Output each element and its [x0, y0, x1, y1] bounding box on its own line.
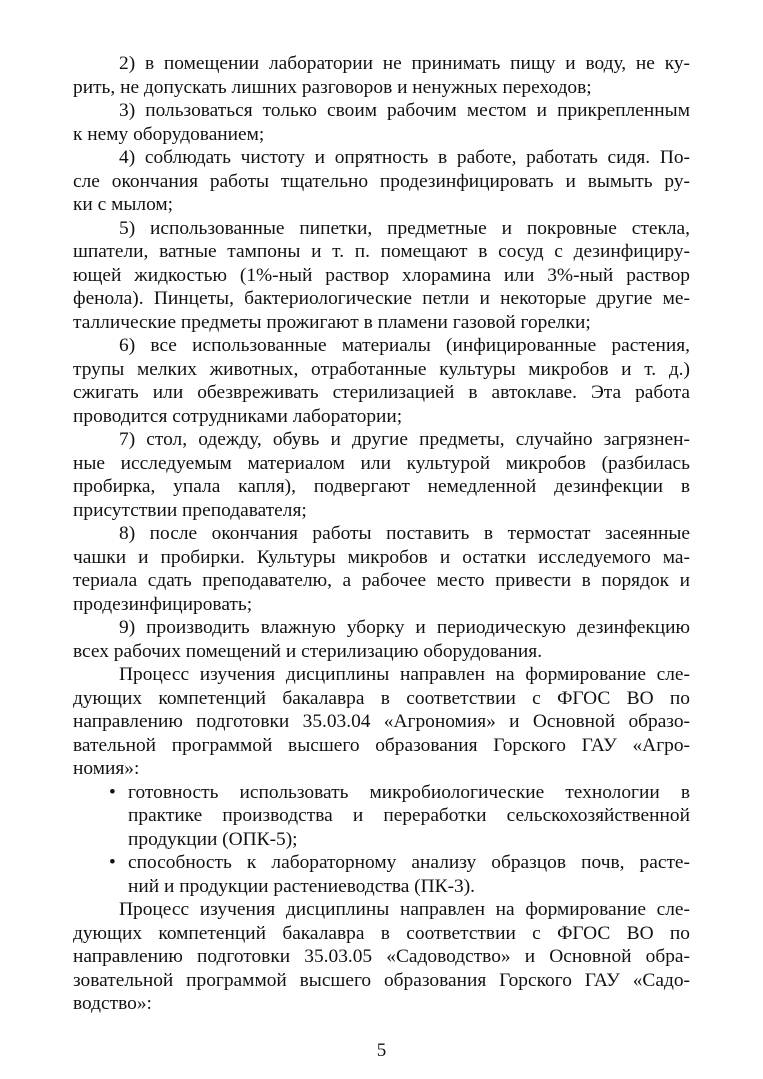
text-line: вательной программой высшего образования Горского ГАУ «Агро- [73, 734, 690, 756]
text-line: сжигать или обезвреживать стерилизацией в автоклаве. Эта работа [73, 382, 690, 403]
text-line: 7) стол, одежду, обувь и другие предметы, случайно загрязнен- [119, 429, 690, 450]
bullet-icon: • [109, 852, 116, 873]
text-line: 6) все использованные материалы (инфицированные растения, [119, 335, 690, 356]
text-line: способность к лабораторному анализу образцов почв, расте- [128, 852, 690, 873]
text-line: ки с мылом; [73, 194, 174, 215]
text-line: фенола). Пинцеты, бактериологические петли и некоторые другие ме- [73, 288, 690, 309]
text-line: продукции (ОПК-5); [128, 828, 298, 850]
text-line: практике производства и переработки сельскохозяйственной [128, 805, 690, 826]
text-line: Процесс изучения дисциплины направлен на формирование сле- [119, 899, 690, 920]
text-line: 5) использованные пипетки, предметные и покровные стекла, [119, 217, 690, 239]
text-line: направлению подготовки 35.03.04 «Агрономия» и Основной образо- [73, 711, 690, 732]
text-line: направлению подготовки 35.03.05 «Садоводство» и Основной обра- [73, 946, 690, 967]
text-line: всех рабочих помещений и стерилизацию оборудования. [73, 640, 543, 662]
paragraph-item-5 [73, 217, 690, 335]
text-line: трупы мелких животных, отработанные культуры микробов и т. д.) [73, 358, 690, 380]
text-line: чашки и пробирки. Культуры микробов и остатки исследуемого ма- [73, 546, 690, 568]
text-line: к нему оборудованием; [73, 123, 265, 145]
text-line: готовность использовать микробиологические технологии в [128, 781, 690, 803]
paragraph-competences-horticulture [73, 898, 690, 1016]
bullet-item-pk3 [73, 851, 690, 898]
paragraph-item-2 [73, 52, 690, 99]
text-line: 4) соблюдать чистоту и опрятность в работе, работать сидя. По- [119, 147, 690, 168]
text-line: териала сдать преподавателю, а рабочее место привести в порядок и [73, 570, 690, 591]
text-line: проводится сотрудниками лаборатории; [73, 405, 403, 427]
text-line: дующих компетенций бакалавра в соответствии с ФГОС ВО по [73, 687, 690, 709]
text-line: 9) производить влажную уборку и периодическую дезинфекцию [119, 617, 690, 638]
bullet-item-opk5 [73, 781, 690, 852]
paragraph-item-9 [73, 616, 690, 663]
paragraph-item-8 [73, 522, 690, 616]
text-line: 3) пользоваться только своим рабочим местом и прикрепленным [119, 100, 690, 121]
text-line: номия»: [73, 758, 140, 779]
paragraph-item-4 [73, 146, 690, 217]
text-line: водство»: [73, 993, 152, 1014]
bullet-icon: • [109, 781, 116, 803]
text-line: рить, не допускать лишних разговоров и ненужных переходов; [73, 76, 592, 98]
text-line: сле окончания работы тщательно продезинфицировать и вымыть ру- [73, 170, 690, 192]
text-line: присутствии преподавателя; [73, 499, 307, 521]
page-number: 5 [376, 1040, 387, 1061]
text-line: 8) после окончания работы поставить в термостат засеянные [119, 523, 690, 544]
paragraph-item-7 [73, 428, 690, 522]
text-line: ные исследуемым материалом или культурой микробов (разбилась [73, 452, 690, 474]
paragraph-item-3 [73, 99, 690, 146]
paragraph-competences-agronomy [73, 663, 690, 781]
text-line: дующих компетенций бакалавра в соответствии с ФГОС ВО по [73, 922, 690, 944]
document-page [73, 52, 690, 1016]
text-line: ющей жидкостью (1%-ный раствор хлорамина или 3%-ный раствор [73, 264, 690, 286]
text-line: зовательной программой высшего образования Горского ГАУ «Садо- [73, 969, 690, 991]
text-line: шпатели, ватные тампоны и т. п. помещают в сосуд с дезинфициру- [73, 241, 690, 262]
text-line: продезинфицировать; [73, 593, 253, 615]
paragraph-item-6 [73, 334, 690, 428]
text-line: таллические предметы прожигают в пламени газовой горелки; [73, 311, 591, 333]
text-line: Процесс изучения дисциплины направлен на формирование сле- [119, 664, 690, 685]
text-line: 2) в помещении лаборатории не принимать пищу и воду, не ку- [119, 53, 690, 74]
text-line: ний и продукции растениеводства (ПК-3). [128, 875, 476, 897]
text-line: пробирка, упала капля), подвергают немедленной дезинфекции в [73, 476, 690, 497]
